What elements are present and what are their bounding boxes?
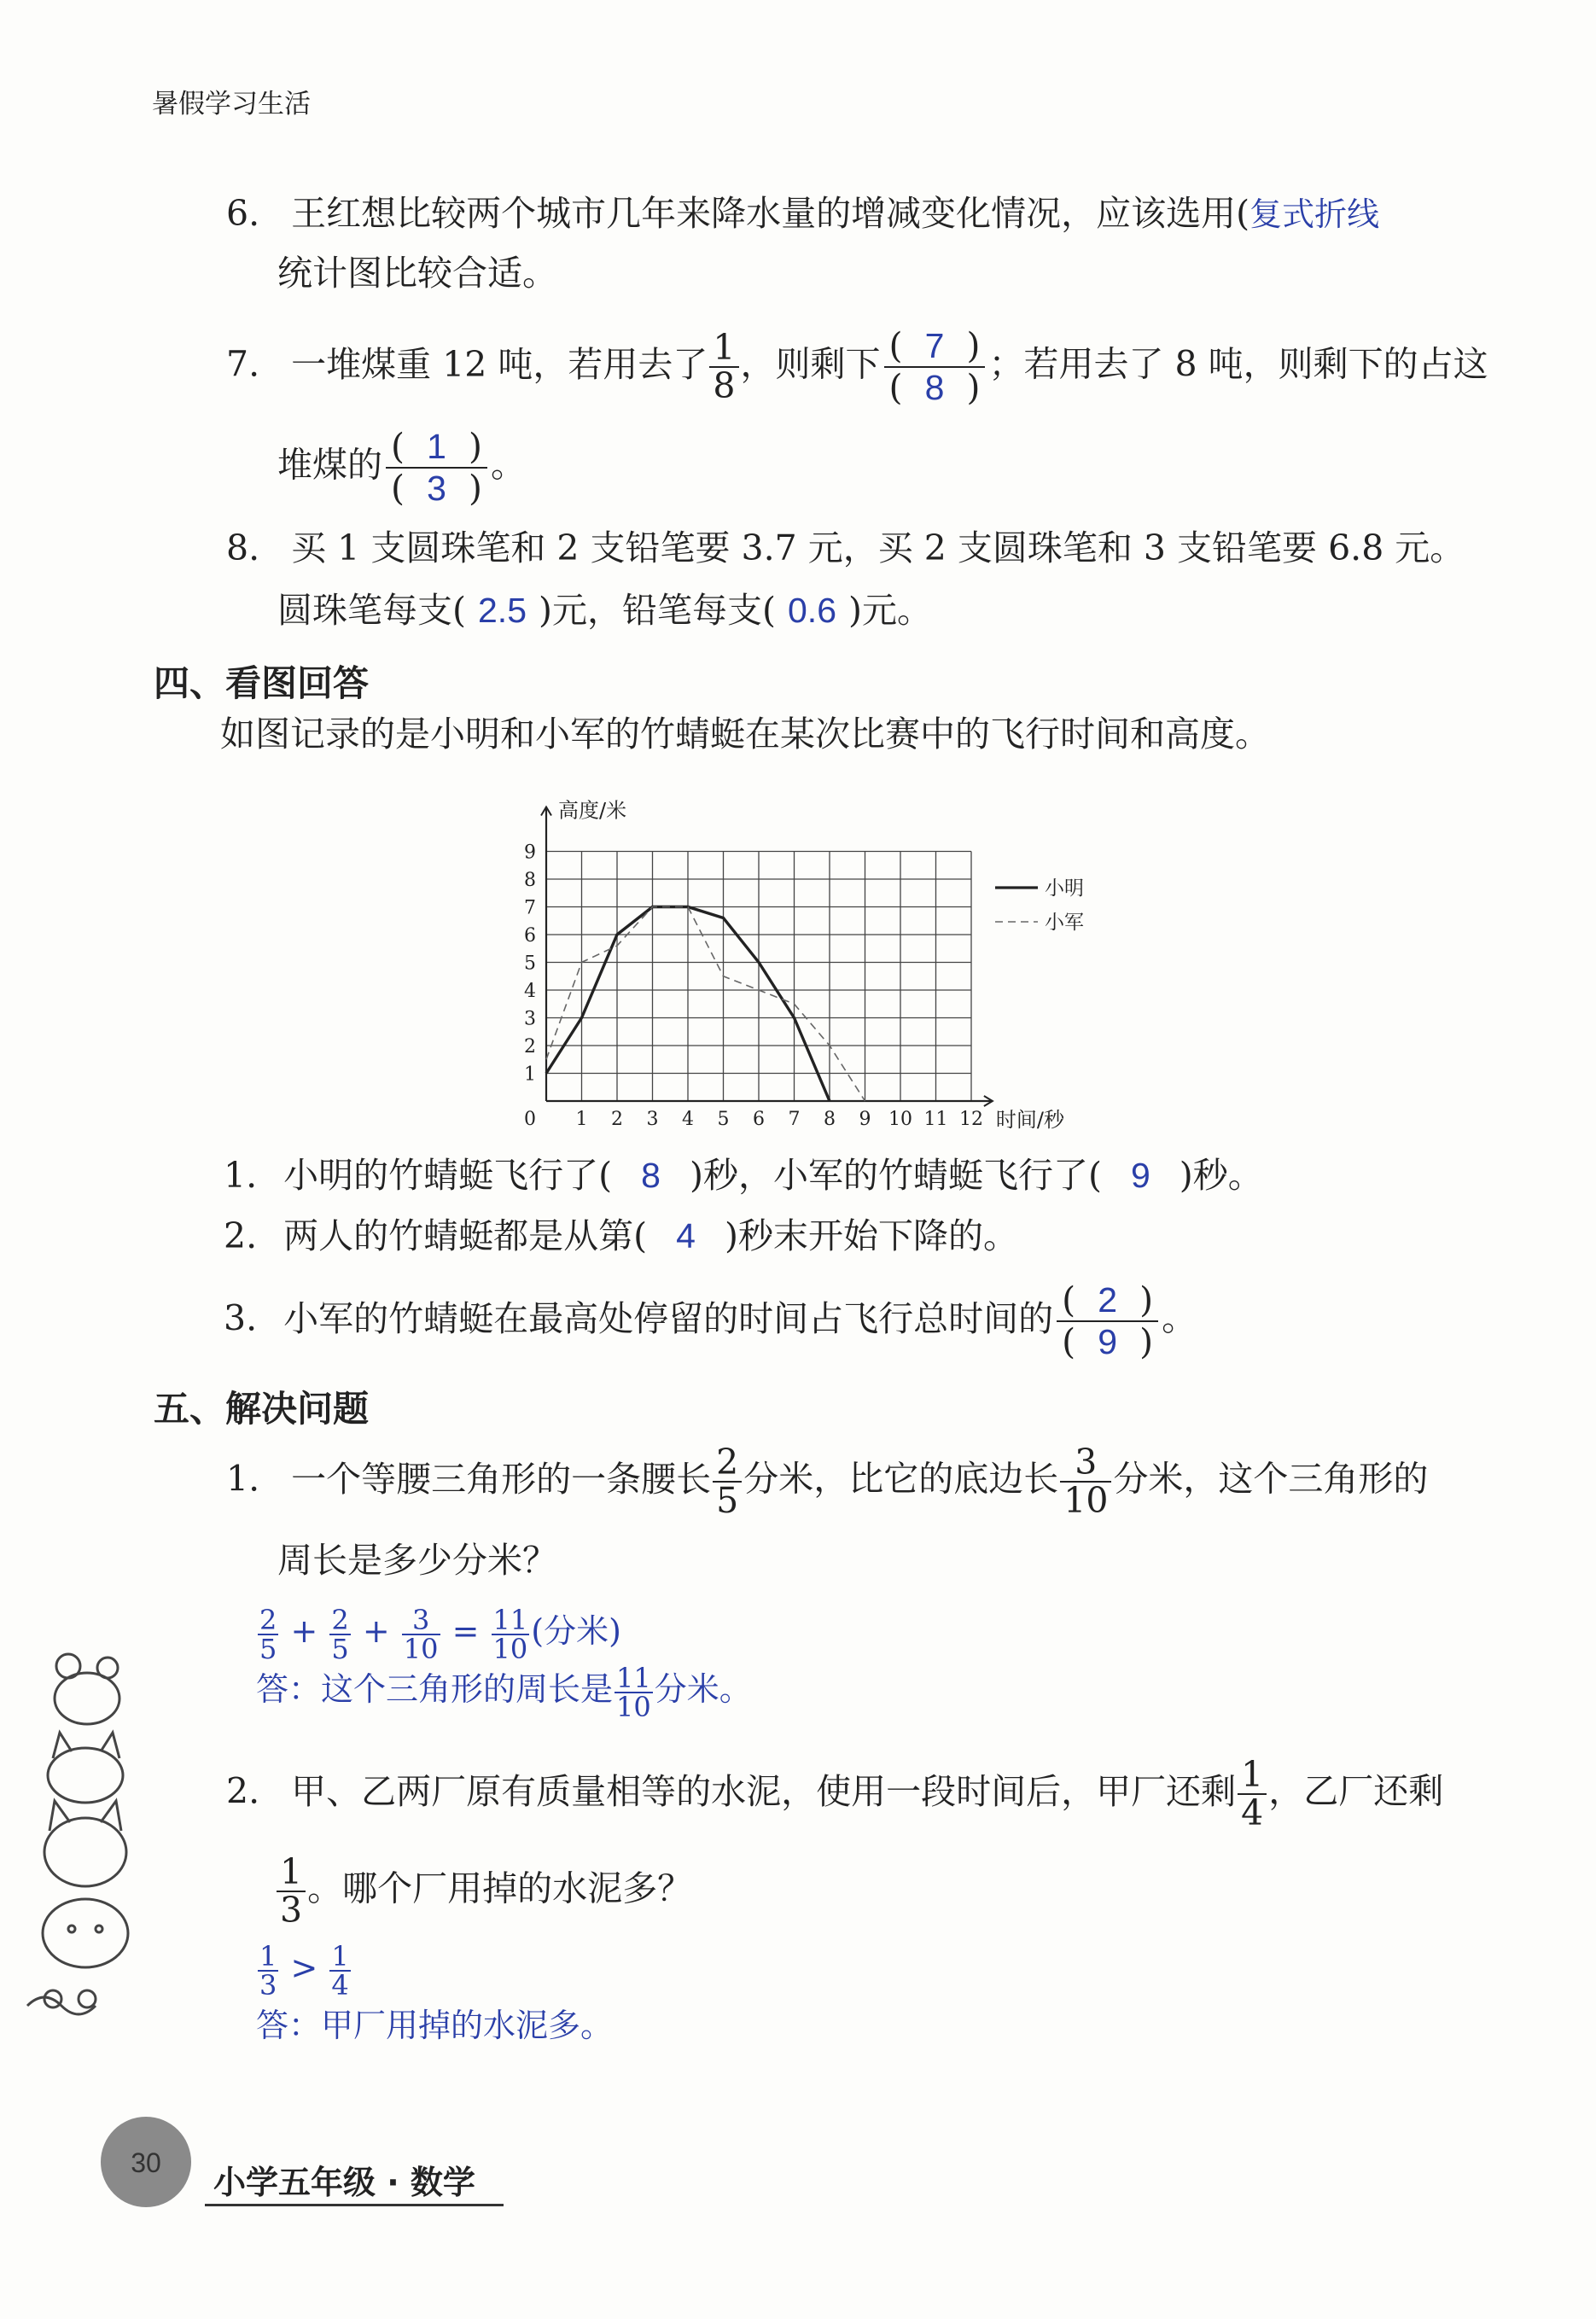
p1-w-frac-result [492,1603,530,1665]
p1-w-num-c: 3 [402,1606,440,1635]
x-tick-label: 11 [923,1109,948,1130]
x-tick-label: 7 [788,1109,801,1130]
p1-answer-fraction [615,1661,653,1723]
s4q2-number: 2. [224,1215,258,1256]
p1-w-equals: = [451,1612,480,1650]
question-8 [226,527,1465,568]
p1-fraction-3-10 [1060,1442,1111,1522]
q7-frac-num: 1 [709,329,738,368]
p1-working [256,1605,621,1663]
q7-text-1: 一堆煤重 12 吨，若用去了 [291,343,708,385]
question-7 [226,326,1488,408]
p1-w-num-a: 2 [259,1603,277,1636]
q7-text-2: ，则剩下 [740,343,881,385]
p2-f1-den: 4 [1241,1792,1264,1834]
p2-w-num-b: 1 [331,1940,349,1972]
p1-f2-num: 3 [1060,1444,1111,1483]
q8-text-3: )元，铅笔每支( [539,590,776,631]
s4-question-2 [224,1215,1018,1256]
q7-answer-fraction-1: $\frac{( 7 )}{( 8 )}$ [884,326,986,408]
q8-line-2 [277,590,932,631]
p1-f2-den: 10 [1063,1480,1109,1522]
x-tick-label: 9 [859,1109,871,1130]
q8-answer-2: 0.6 [788,591,836,630]
flight-chart [495,781,1110,1148]
p2-w-frac-a [258,1940,278,2001]
problem-2 [226,1754,1444,1834]
s4q3-ans-den: 9 [1098,1322,1118,1362]
q6-text-cont: 统计图比较合适。 [277,253,557,294]
x-axis-title: 时间/秒 [995,1108,1064,1132]
p1-f1-num: 2 [713,1444,742,1483]
p1-w-unit: (分米) [531,1612,621,1650]
s4q3-text-2: 。 [1162,1297,1197,1339]
s4q3-text-1: 小军的竹蜻蜓在最高处停留的时间占飞行总时间的 [283,1297,1054,1339]
p2-text-3: 。哪个厂用掉的水泥多？ [307,1867,693,1909]
question-6 [226,193,1380,234]
q7-text-5: 。 [490,444,526,486]
p1-fraction-2-5 [713,1442,742,1522]
legend-label-1: 小明 [1045,877,1084,900]
p1-w-frac-c [402,1603,440,1665]
p1-answer-text-2: 分米。 [654,1670,752,1708]
p1-answer-text-1: 答：这个三角形的周长是 [256,1670,614,1708]
q8-answer-1: 2.5 [478,591,527,630]
p2-line-2 [275,1851,693,1932]
q6-text: 王红想比较两个城市几年来降水量的增减变化情况，应该选用( [291,193,1250,234]
x-tick-label: 10 [888,1109,912,1130]
origin-label: 0 [524,1109,536,1130]
p2-w-frac-b [329,1940,350,2001]
p2-w-den-a: 3 [259,1969,277,2001]
animal-stack-illustration [19,1647,147,2048]
q7-fraction-1-8 [709,329,738,405]
q7-ans2-num: 1 [427,427,446,466]
y-tick-label: 9 [524,842,536,864]
s4q1-text-1: 小明的竹蜻蜓飞行了( [283,1155,613,1196]
y-tick-label: 7 [524,897,536,919]
q7-text-3: ；若用去了 8 吨，则剩下的占这 [988,343,1488,385]
p2-f2-den: 3 [280,1890,303,1932]
p2-w-num-a: 1 [259,1940,277,1972]
page-number: 30 [131,2147,161,2178]
x-tick-label: 1 [575,1109,588,1130]
p1-w-plus-2: + [362,1612,390,1650]
p1-w-den-r: 10 [492,1632,528,1665]
q8-text-1: 买 1 支圆珠笔和 2 支铅笔要 3.7 元，买 2 支圆珠笔和 3 支铅笔要 6.8 元。 [291,527,1465,568]
p1-answer [256,1663,752,1721]
page-header: 暑假学习生活 [152,89,311,119]
footer-rule [205,2204,504,2206]
p1-answer-den: 10 [616,1690,651,1723]
x-tick-label: 4 [682,1109,694,1130]
s4q3-number: 3. [224,1297,258,1339]
q6-number: 6. [226,193,260,234]
s4q1-answer-1: 8 [641,1156,661,1195]
y-tick-label: 8 [524,870,536,891]
p2-text-1: 甲、乙两厂原有质量相等的水泥，使用一段时间后，甲厂还剩 [291,1770,1237,1812]
p1-text-1: 一个等腰三角形的一条腰长 [291,1458,712,1500]
p1-number: 1. [226,1458,260,1500]
y-tick-label: 3 [524,1008,536,1030]
p1-w-plus-1: + [290,1612,318,1650]
p1-f1-den: 5 [716,1480,739,1522]
p1-line-2: 周长是多少分米？ [277,1540,557,1581]
p1-text-2: 分米，比它的底边长 [743,1458,1059,1500]
s4q1-text-3: )秒。 [1179,1155,1263,1196]
y-tick-label: 5 [524,953,536,975]
q7-line-2 [277,427,526,509]
s4q1-answer-2: 9 [1130,1156,1150,1195]
x-tick-label: 5 [717,1109,730,1130]
s4-question-3 [224,1280,1197,1362]
p2-answer: 答：甲厂用掉的水泥多。 [256,2007,614,2044]
p2-text-2: ，乙厂还剩 [1268,1770,1444,1812]
y-tick-label: 1 [524,1063,536,1086]
p2-fraction-1-4 [1238,1754,1267,1834]
p1-w-num-b: 2 [331,1603,349,1636]
q8-text-4: )元。 [848,590,932,631]
q7-answer-fraction-2: $\frac{( 1 )}{( 3 )}$ [386,427,487,509]
y-tick-label: 4 [524,981,536,1002]
q7-ans1-num: 7 [924,326,945,365]
p1-w-den-b: 5 [331,1632,349,1665]
p2-w-den-b: 4 [331,1969,349,2001]
q8-number: 8. [226,527,260,568]
s4-question-1 [224,1155,1263,1196]
y-tick-label: 6 [524,925,536,947]
y-tick-label: 2 [524,1036,536,1058]
x-tick-label: 8 [824,1109,836,1130]
s4q2-text-1: 两人的竹蜻蜓都是从第( [283,1215,648,1256]
q7-number: 7. [226,343,260,385]
p1-w-den-c: 10 [403,1632,439,1665]
s4q3-answer-fraction: $\frac{( 2 )}{( 9 )}$ [1057,1280,1158,1362]
p1-w-num-r: 11 [492,1603,528,1636]
q6-answer: 复式折线 [1249,197,1380,233]
s4q1-number: 1. [224,1155,258,1196]
p1-w-frac-b [329,1603,350,1665]
p1-w-den-a: 5 [259,1632,277,1665]
section-4-intro: 如图记录的是小明和小军的竹蜻蜓在某次比赛中的飞行时间和高度。 [220,714,1270,755]
q7-frac-den: 8 [713,365,736,407]
y-axis-title: 高度/米 [558,798,627,823]
footer-title: 小学五年级 · 数学 [213,2164,475,2201]
x-tick-label: 2 [611,1109,623,1130]
s4q1-text-2: )秒，小军的竹蜻蜓飞行了( [689,1155,1102,1196]
x-tick-label: 6 [753,1109,765,1130]
s4q3-ans-num: 2 [1098,1280,1118,1320]
p2-number: 2. [226,1770,260,1812]
s4q2-answer: 4 [676,1216,696,1256]
q7-ans2-den: 3 [427,469,446,509]
p2-f2-num: 1 [277,1854,306,1892]
q7-text-4: 堆煤的 [277,444,382,486]
x-tick-label: 3 [646,1109,659,1130]
section-5-title: 五、解决问题 [154,1388,370,1430]
q8-text-2: 圆珠笔每支( [277,590,466,631]
p2-working [256,1940,352,2001]
s4q2-text-2: )秒末开始下降的。 [724,1215,1018,1256]
problem-1 [226,1442,1429,1522]
q7-ans1-den: 8 [924,368,945,408]
p2-w-gt: > [290,1949,318,1987]
section-4-title: 四、看图回答 [154,662,370,704]
p2-f1-num: 1 [1238,1757,1267,1795]
p1-text-3: 分米，这个三角形的 [1113,1458,1429,1500]
p2-fraction-1-3 [277,1851,306,1932]
p1-w-frac-a [258,1603,278,1665]
p1-answer-num: 11 [616,1661,651,1694]
legend-label-2: 小军 [1045,912,1084,934]
x-tick-label: 12 [959,1109,983,1130]
